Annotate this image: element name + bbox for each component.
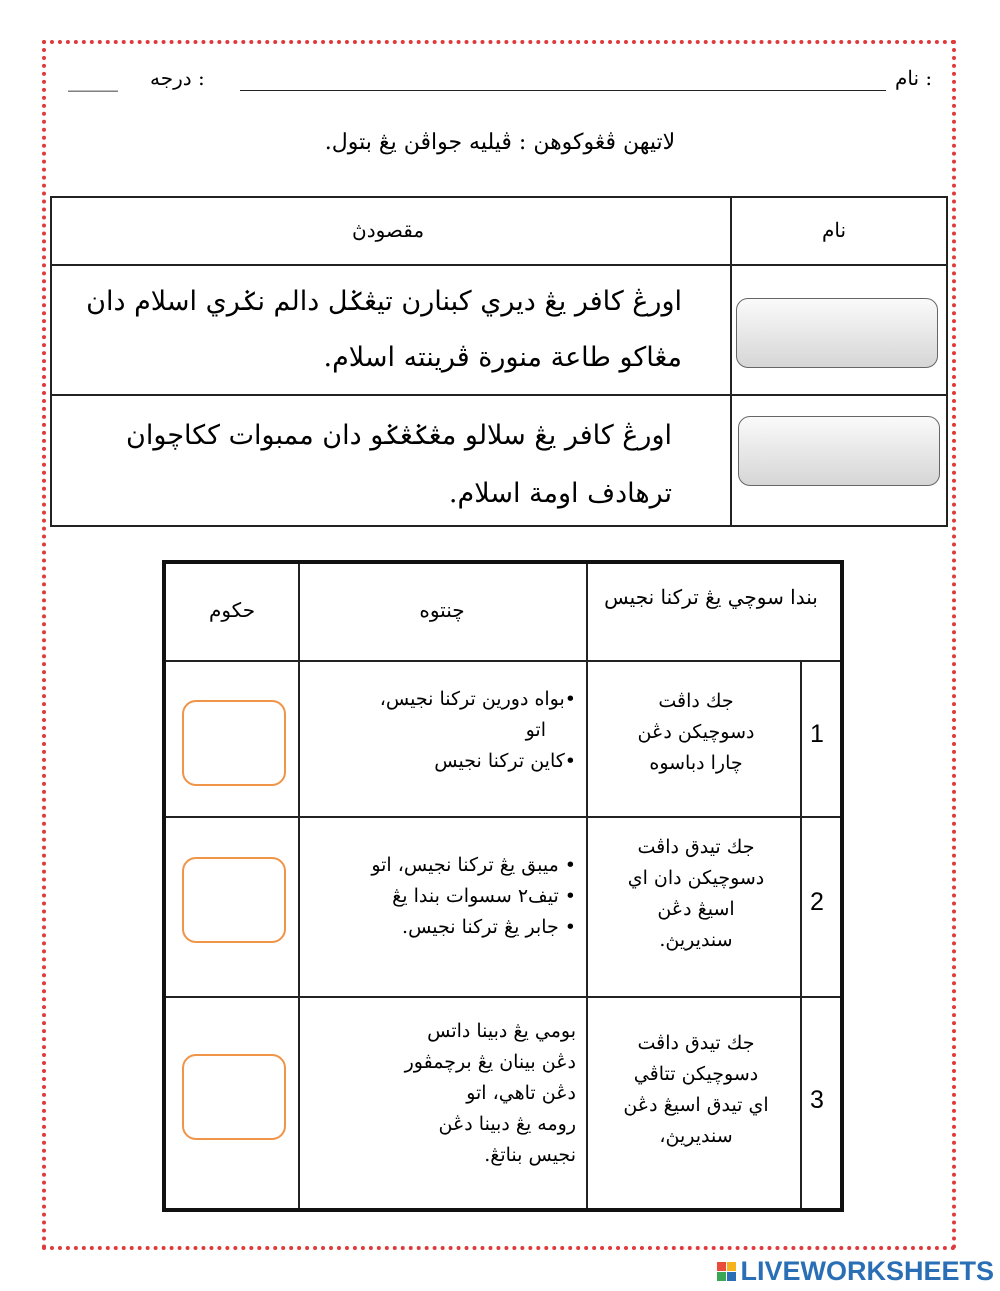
hukum-dropdown-3[interactable] [182, 1054, 286, 1140]
najis-cell: جك تيدق داڤت دسوچيكن دان اي اسيڠ دڠن سنديريڽ. [627, 836, 765, 951]
liveworksheets-logo [717, 1254, 994, 1288]
name-input-line[interactable] [240, 90, 886, 91]
definition-1-line2: مڠاكو طاعة منورة ڤرينته اسلام. [323, 342, 682, 373]
grade-label: درجه : [150, 66, 205, 90]
hukum-dropdown-2[interactable] [182, 857, 286, 943]
instruction-text: لاتيهن ڤڠوكوهن : ڤيليه جواڤن يڠ بتول. [324, 130, 676, 155]
table2-header-contoh: چنتوه [419, 598, 465, 622]
row-number: 1 [810, 720, 824, 748]
najis-cell: جك داڤت دسوچيكن دڠن چارا دباسوه [637, 690, 755, 774]
brand-text: LIVEWORKSHEETS [740, 1255, 994, 1286]
contoh-cell: بومي يڠ دبينا داتس دڠن بينان يڠ برچمڤور دڠن تاهي، اتو رومه يڠ دبينا دڠن نجيس بناتڠ. [404, 1020, 576, 1166]
answer-dropdown-2[interactable] [738, 416, 940, 486]
answer-dropdown-1[interactable] [736, 298, 938, 368]
table1-header-purpose: مقصودڽ [352, 218, 425, 242]
table1-divider [730, 198, 732, 525]
liveworksheets-logo-icon [717, 1262, 736, 1281]
definition-1-line1: اورڠ كافر يڠ ديري كبنارن تيڠݢل دالم نݢري اسلام دان [86, 286, 682, 317]
name-label: نام : [895, 66, 933, 90]
definition-2-line1: اورڠ كافر يڠ سلالو مڠݢڠݢو دان ممبوات ككاچوان [126, 420, 672, 451]
row-number: 2 [810, 888, 824, 916]
table2-row-line [166, 816, 840, 818]
table1-row-line [52, 394, 946, 396]
table2-header-najis: بندا سوچي يڠ تركنا نجيس [604, 585, 818, 609]
table2-row-line [166, 996, 840, 998]
table2-row-line [166, 660, 840, 662]
definition-2-line2: ترهادف اومة اسلام. [448, 478, 672, 509]
table2-divider [800, 660, 802, 1208]
table1-header-name: نام [822, 218, 847, 242]
table2-header-hukum: حكوم [208, 598, 256, 622]
contoh-cell: •بواه دورين تركنا نجيس، اتو •كاين تركنا نجيس [379, 688, 576, 772]
contoh-cell: • ميبق يڠ تركنا نجيس، اتو • تيف٢ سسوات بندا يڠ • جابر يڠ تركنا نجيس. [316, 850, 576, 943]
row-number: 3 [810, 1086, 824, 1114]
najis-cell: جك تيدق داڤت دسوچيكن تتاڤي اي تيدق اسيڠ دڠن سنديريڽ، [623, 1032, 769, 1147]
grade-blank[interactable]: _____ [68, 68, 118, 92]
hukum-dropdown-1[interactable] [182, 700, 286, 786]
table1-row-line [52, 264, 946, 266]
